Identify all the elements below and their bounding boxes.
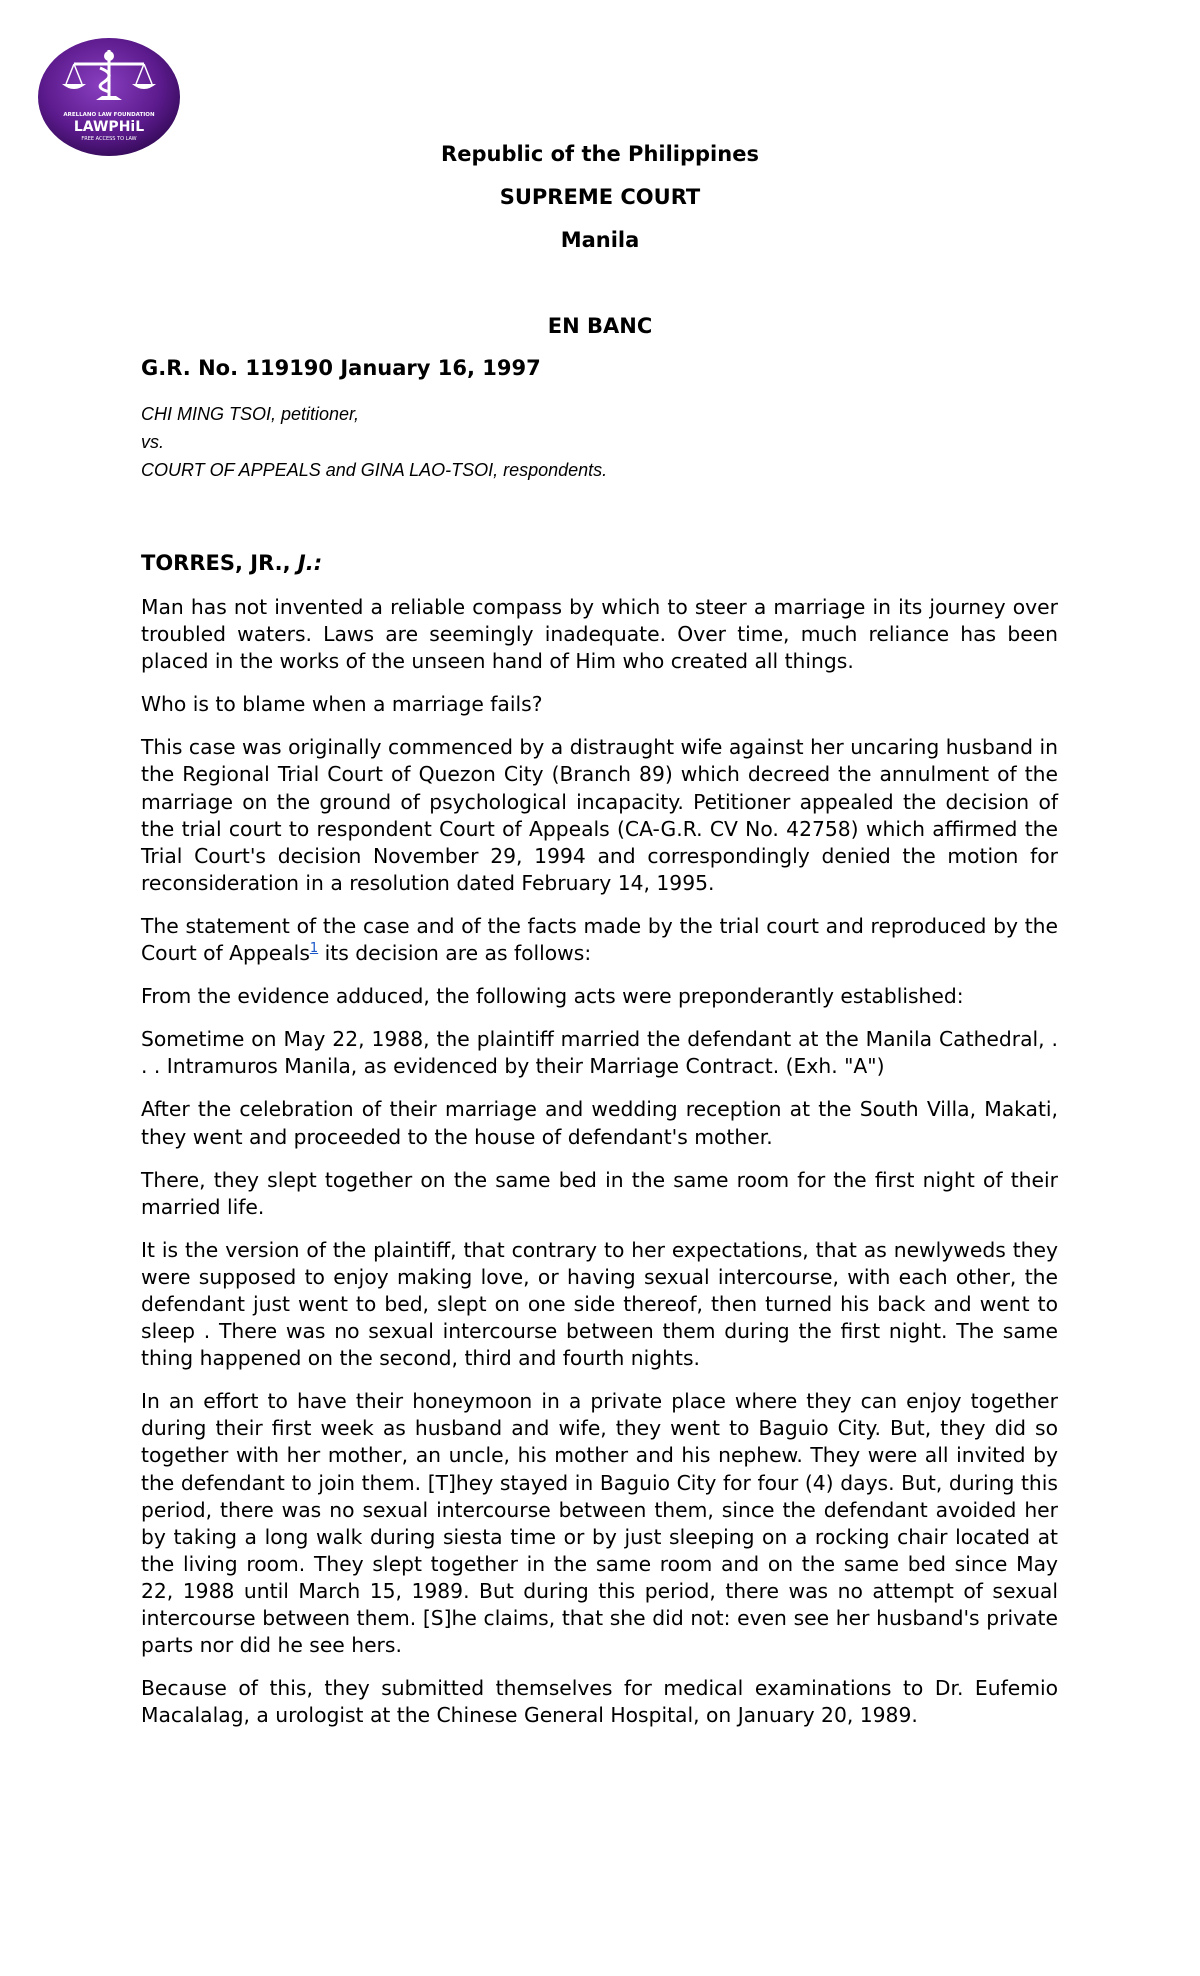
paragraph: From the evidence adduced, the following acts were preponderantly established: (141, 984, 964, 1009)
paragraph: Because of this, they submitted themselves for medical examinations to Dr. Eufemio Macalalag, a urologist at the Chinese General Hospital, on January 20, 1989. (141, 1676, 1058, 1728)
svg-text:LAWPHiL: LAWPHiL (73, 119, 145, 135)
respondents-line: COURT OF APPEALS and GINA LAO-TSOI, respondents. (141, 460, 608, 480)
paragraph: Who is to blame when a marriage fails? (141, 692, 543, 717)
paragraph: Sometime on May 22, 1988, the plaintiff married the defendant at the Manila Cathedral, . . . Intramuros Manila, as evidenced by their Marriage Contract. (Exh. "A") (141, 1027, 1058, 1079)
ponente (141, 550, 1058, 576)
division-heading: EN BANC (547, 314, 653, 338)
svg-text:FREE ACCESS TO LAW: FREE ACCESS TO LAW (81, 136, 137, 142)
ponente-title: J.: (297, 551, 323, 575)
court-heading: SUPREME COURT (499, 185, 701, 209)
petitioner-line: CHI MING TSOI, petitioner, (141, 404, 360, 424)
paragraph (141, 913, 1058, 967)
city-heading: Manila (560, 228, 640, 252)
paragraph-text: The statement of the case and of the facts made by the trial court and reproduced by the Court of Appeals (141, 913, 1058, 966)
case-number: G.R. No. 119190 January 16, 1997 (141, 356, 541, 380)
paragraph: In an effort to have their honeymoon in a private place where they can enjoy together during their first week as husband and wife, they went to Baguio City. But, they did so together with her mother, an uncle, his mother and his nephew. They were all invited by the defendant to join them. [T]hey stayed in Baguio City for four (4) days. But, during this period, there was no sexual intercourse between them, since the defendant avoided her by taking a long walk during siesta time or by just sleeping on a rocking chair located at the living room. They slept together in the same room and on the same bed since May 22, 1988 until March 15, 1989. But during this period, there was no attempt of sexual intercourse between them. [S]he claims, that she did not: even see her husband's private parts nor did he see hers. (141, 1389, 1058, 1658)
paragraph: It is the version of the plaintiff, that contrary to her expectations, that as newlyweds they were supposed to enjoy making love, or having sexual intercourse, with each other, the defendant just went to bed, slept on one side thereof, then turned his back and went to sleep . There was no sexual intercourse between them during the first night. The same thing happened on the second, third and fourth nights. (141, 1237, 1058, 1371)
svg-text:ARELLANO LAW FOUNDATION: ARELLANO LAW FOUNDATION (63, 112, 155, 118)
paragraph: There, they slept together on the same bed in the same room for the first night of their married life. (141, 1167, 1058, 1219)
decision-body (141, 355, 1058, 1729)
case-parties (141, 400, 1058, 484)
versus-line: vs. (141, 432, 165, 452)
footnote-link[interactable]: 1 (309, 941, 319, 957)
republic-heading: Republic of the Philippines (441, 142, 759, 166)
lawphil-logo[interactable] (36, 36, 182, 158)
ponente-name: TORRES, JR., (141, 551, 291, 575)
paragraph-text: its decision are as follows: (318, 941, 592, 966)
paragraph: This case was originally commenced by a distraught wife against her uncaring husband in the Regional Trial Court of Quezon City (Branch 89) which decreed the annulment of the marriage on the ground of psychological incapacity. Petitioner appealed the decision of the trial court to respondent Court of Appeals (CA-G.R. CV No. 42758) which affirmed the Trial Court's decision November 29, 1994 and correspondingly denied the motion for reconsideration in a resolution dated February 14, 1995. (141, 735, 1058, 895)
paragraph: Man has not invented a reliable compass by which to steer a marriage in its journey over troubled waters. Laws are seemingly inadequate. Over time, much reliance has been placed in the works of the unseen hand of Him who created all things. (141, 595, 1058, 674)
scales-of-justice-icon (36, 36, 182, 158)
paragraph: After the celebration of their marriage and wedding reception at the South Villa, Makati, they went and proceeded to the house of defendant's mother. (141, 1097, 1058, 1149)
